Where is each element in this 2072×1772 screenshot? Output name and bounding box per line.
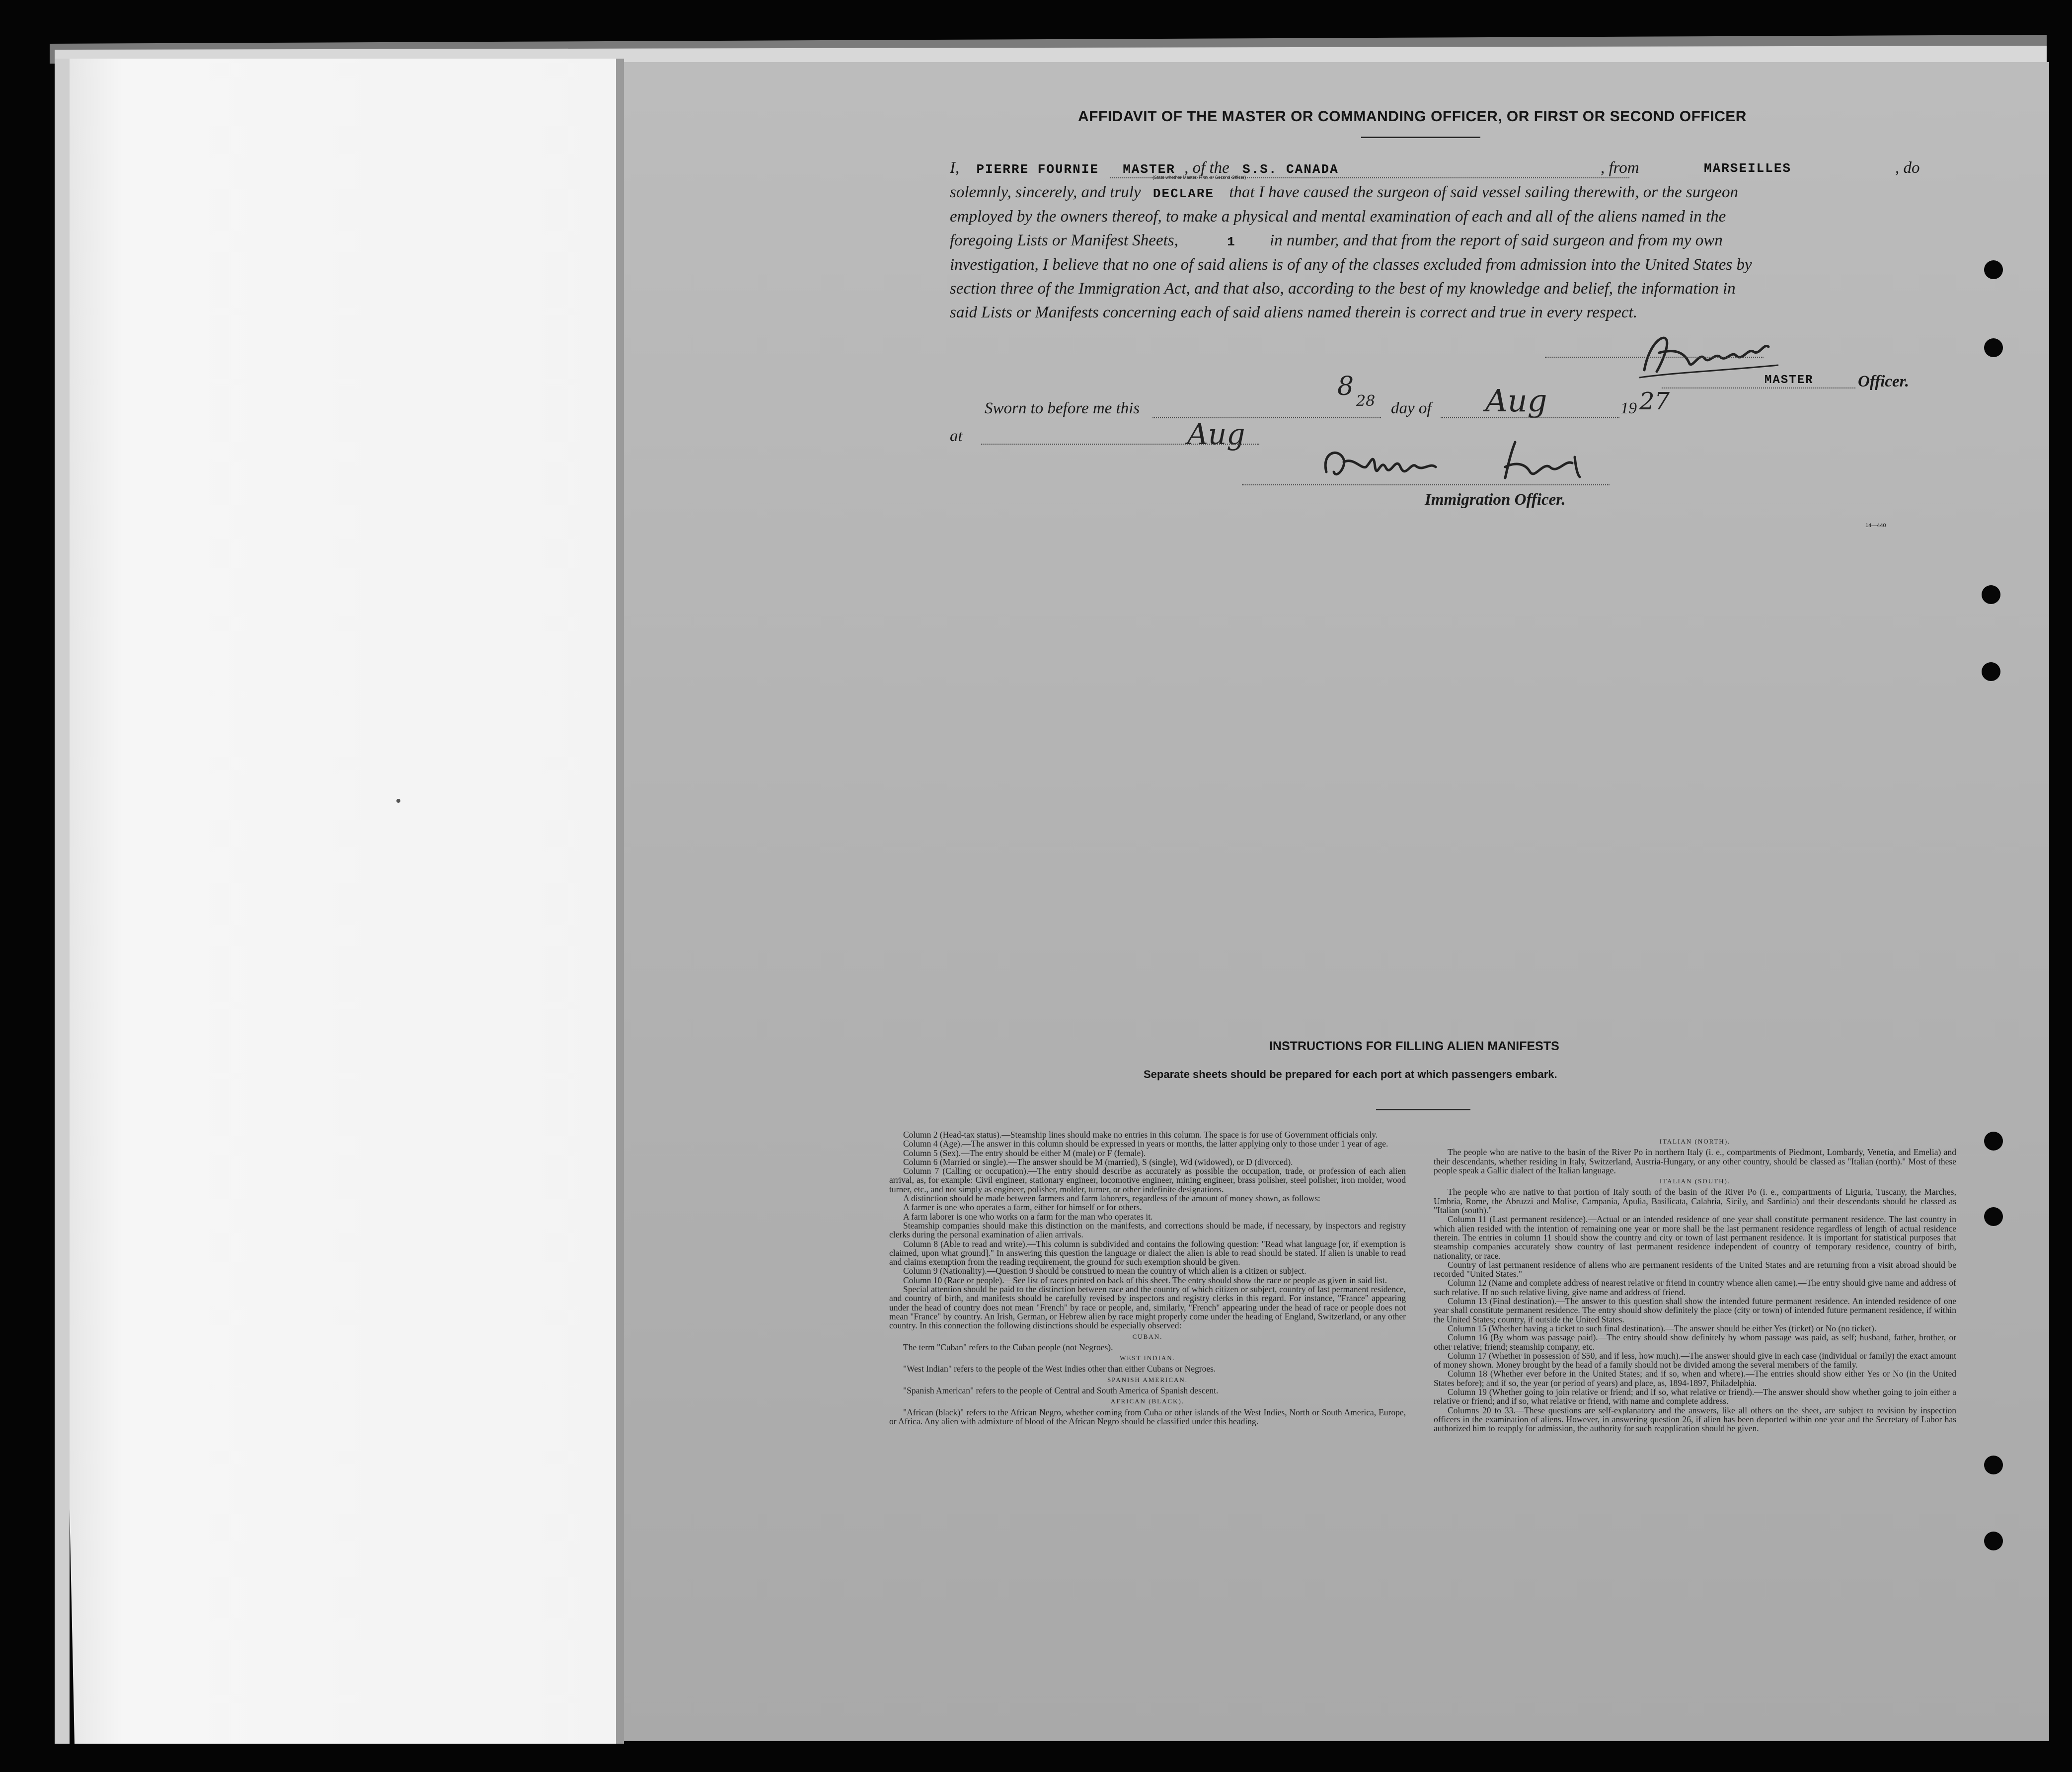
rank-note: (State whether Master, First, or Second Officer) xyxy=(1152,175,1246,180)
officer-rank-signature: MASTER xyxy=(1765,374,1814,387)
sworn-day: 28 xyxy=(1356,392,1376,410)
sworn-month: Aug xyxy=(1485,383,1547,419)
form-number: 14—440 xyxy=(1865,523,1886,529)
cuban-heading: CUBAN. xyxy=(1132,1332,1163,1340)
sworn-dots-2 xyxy=(1441,417,1619,418)
port-name: MARSEILLES xyxy=(1704,161,1792,176)
sworn-place: Aug xyxy=(1187,417,1245,451)
instr-right-8: Column 18 (Whether ever before in the United States; and if so, when and where).—The entries should show either Yes or No (in the United States before); and if so, the year (or period of years) and place, as, 1894-1897, Philadelphia. xyxy=(1434,1369,1956,1388)
cuban-text: The term "Cuban" refers to the Cuban people (not Negroes). xyxy=(903,1342,1113,1352)
instr-left-5: A distinction should be made between farmers and farm laborers, regardless of the amount of money shown, as follows: xyxy=(903,1193,1320,1204)
instr-left-10: Column 9 (Nationality).—Question 9 should be construed to mean the country of which alien is a citizen or subject. xyxy=(903,1266,1306,1276)
instr-left-12: Special attention should be paid to the distinction between race and the country of which citizen or subject, country of last permanent residence, and country of birth, and manifests should be carefully revised by inspectors and registry clerks in this regard. For instance, "France" appearing under the head of country does not mean "French" by race or people, and, similarly, "French" appearing under the head of race or people does not mean "France" by country. An Irish, German, or Hebrew alien by race might properly come under the heading of England, Switzerland, or any other country. In this connection the following distinctions should be especially observed: xyxy=(889,1284,1406,1331)
instr-right-5: Column 15 (Whether having a ticket to such final destination).—The answer should be either Yes (ticket) or No (no ticket). xyxy=(1448,1323,1877,1333)
day-of-label: day of xyxy=(1391,399,1432,417)
instructions-rule xyxy=(1376,1109,1470,1110)
affidavit-line-6: section three of the Immigration Act, and that also, according to the best of my knowledge and belief, the information in xyxy=(950,280,1736,298)
affidavit-line-5: investigation, I believe that no one of said aliens is of any of the classes excluded from admission into the United States by xyxy=(950,256,1752,274)
instr-left-2: Column 5 (Sex).—The entry should be either M (male) or F (female). xyxy=(903,1148,1146,1158)
affidavit-line-1 xyxy=(950,159,1339,177)
instr-left-4: Column 7 (Calling or occupation).—The entry should describe as accurately as possible the occupation, trade, or profession of each alien arrival, as, for example: Civil engineer, stationary engineer, locomotive engineer, mining engineer, brass polisher, steel polisher, iron molder, wood turner, etc., and not simply as engineer, polisher, molder, turner, or other indefinite designations. xyxy=(889,1166,1406,1194)
pronoun-i: I, xyxy=(950,159,960,177)
instr-left-11: Column 10 (Race or people).—See list of races printed on back of this sheet. The entry should show the race or people as given in said list. xyxy=(903,1275,1387,1285)
african-heading: AFRICAN (BLACK). xyxy=(1110,1397,1185,1405)
italian-north-heading: ITALIAN (NORTH). xyxy=(1659,1138,1731,1145)
at-label: at xyxy=(950,427,963,445)
instr-right-6: Column 16 (By whom was passage paid).—The entry should show definitely by whom passage was paid, as self; husband, father, brother, or other relative; friend; steamship company, etc. xyxy=(1434,1332,1956,1352)
african-text: "African (black)" refers to the African Negro, whether coming from Cuba or other islands of the West Indies, North or South America, Europe, or Africa. Any alien with admixture of blood of the African Negro should be classified under this heading. xyxy=(889,1407,1406,1426)
instr-right-2: Country of last permanent residence of aliens who are permanent residents of the United States and are returning from a visit abroad should be recorded "United States." xyxy=(1434,1259,1956,1279)
instr-right-4: Column 13 (Final destination).—The answer to this question shall show the intended future permanent residence. An intended residence of one year shall constitute permanent residence. The entry should show definitely the place (city or town) of intended future permanent residence, if within the United States; country, if outside the United States. xyxy=(1434,1296,1956,1324)
year-suffix: 27 xyxy=(1639,387,1670,415)
officer-rank-typed: MASTER xyxy=(1123,162,1175,177)
italian-south-heading: ITALIAN (SOUTH). xyxy=(1659,1177,1731,1185)
instructions-subtitle: Separate sheets should be prepared for each port at which passengers embark. xyxy=(1144,1068,1557,1080)
affidavit-line-2 xyxy=(950,183,1738,202)
instr-right-7: Column 17 (Whether in possession of $50, and if less, how much).—The answer should give in each case (individual or family) the exact amount of money shown. Money brought by the head of a family should not be divided among the several members of the family. xyxy=(1434,1350,1956,1370)
instr-right-3: Column 12 (Name and complete address of nearest relative or friend in country whence alien came).—The entry should give name and address of such relative. If no such relative living, give name and address of friend. xyxy=(1434,1278,1956,1297)
instr-right-9: Column 19 (Whether going to join relative or friend; and if so, what relative or friend).—The answer should show whether going to join either a relative or friend; and if so, what relative or friend, with name and complete address. xyxy=(1434,1387,1956,1406)
instructions-left-column xyxy=(889,1130,1406,1426)
officer-dots xyxy=(1662,387,1855,388)
spanish-american-text: "Spanish American" refers to the people of Central and South America of Spanish descent. xyxy=(903,1386,1219,1396)
sheet-count: 1 xyxy=(1227,234,1236,249)
signature-dots xyxy=(1545,357,1764,358)
spanish-american-heading: SPANISH AMERICAN. xyxy=(1107,1376,1188,1384)
instructions-right-column xyxy=(1434,1135,1956,1433)
italian-north-text: The people who are native to the basin of the River Po in northern Italy (i. e., compartments of Piedmont, Lombardy, Venetia, and Emelia) and their descendants, whether residing in Italy, Switzerland, Austria-Hungary, or any other country, should be classed as "Italian (north)." Most of these people speak a Gallic dialect of the Italian language. xyxy=(1434,1147,1956,1175)
immigration-officer-label: Immigration Officer. xyxy=(1425,491,1566,509)
at-dots xyxy=(981,444,1259,445)
instr-right-10: Columns 20 to 33.—These questions are self-explanatory and the answers, like all others on the sheet, are subject to revision by inspection officers in the examination of aliens. However, in answering question 26, if alien has been deported within one year and the Secretary of Labor has authorized him to reapply for admission, the authority for such reapplication should be given. xyxy=(1434,1405,1956,1434)
sworn-day-hand: 8 xyxy=(1337,372,1354,401)
sworn-label: Sworn to before me this xyxy=(985,399,1140,417)
do-label: , do xyxy=(1895,159,1920,177)
instr-right-1: Column 11 (Last permanent residence).—Actual or an intended residence of one year shall constitute permanent residence. The last country in which alien resided with the intention of remaining one year or more shall be the last permanent residence regardless of length of actual residence therein. The entries in column 11 should show the country and city or town of last permanent residence. It is important for statistical purposes that steamship companies accurately show country of last permanent residence independent of country of temporary residence, country of birth, nationality, or race. xyxy=(1434,1214,1956,1261)
instr-left-1: Column 4 (Age).—The answer in this column should be expressed in years or months, the latter applying only to those under 1 year of age. xyxy=(903,1139,1388,1149)
affidavit-line-7: said Lists or Manifests concerning each of said aliens named therein is correct and true in every respect. xyxy=(950,304,1637,321)
title-rule xyxy=(1361,137,1480,138)
declare-word: DECLARE xyxy=(1152,186,1215,201)
from-label: , from xyxy=(1601,159,1639,177)
west-indian-heading: WEST INDIAN. xyxy=(1120,1354,1175,1362)
instr-right-0: The people who are native to that portion of Italy south of the basin of the River Po (i. e., compartments of Liguria, Tuscany, the Marches, Umbria, Rome, the Abruzzi and Molise, Campania, Apulia, Basilicata, Calabria, Sicily, and Sardinia) and their descendants should be classed as "Italian (south)." xyxy=(1434,1187,1956,1216)
vessel-name: S.S. CANADA xyxy=(1242,162,1339,177)
affidavit-line-4 xyxy=(950,231,1723,250)
affidavit-line-3: employed by the owners thereof, to make a physical and mental examination of each and all of the aliens named in the xyxy=(950,208,1726,226)
manifest-sheets-text: foregoing Lists or Manifest Sheets, xyxy=(950,231,1178,249)
officer-name: PIERRE FOURNIE xyxy=(976,162,1099,177)
immigration-officer-signature xyxy=(1316,432,1674,487)
instr-left-7: A farm laborer is one who works on a farm for the man who operates it. xyxy=(903,1211,1153,1222)
surgeon-text: that I have caused the surgeon of said vessel sailing therewith, or the surgeon xyxy=(1229,183,1739,201)
west-indian-text: "West Indian" refers to the people of the West Indies other than either Cubans or Negroes. xyxy=(903,1364,1216,1374)
solemnly-text: solemnly, sincerely, and truly xyxy=(950,183,1141,201)
affidavit-title: AFFIDAVIT OF THE MASTER OR COMMANDING OFFICER, OR FIRST OR SECOND OFFICER xyxy=(1078,108,1747,125)
immigration-dots xyxy=(1242,484,1610,485)
instr-left-8: Steamship companies should make this distinction on the manifests, and corrections should be made, if necessary, by inspectors and registry clerks during the personal examination of alien arrivals. xyxy=(889,1220,1406,1240)
instr-left-3: Column 6 (Married or single).—The answer should be M (married), S (single), Wd (widowed), or D (divorced). xyxy=(903,1156,1293,1167)
year-prefix: 19 xyxy=(1620,399,1637,417)
instr-left-6: A farmer is one who operates a farm, either for himself or for others. xyxy=(903,1202,1142,1213)
instructions-title: INSTRUCTIONS FOR FILLING ALIEN MANIFESTS xyxy=(1269,1039,1559,1053)
officer-label: Officer. xyxy=(1858,373,1909,390)
of-the-label: , of the xyxy=(1184,159,1229,177)
sworn-dots-1 xyxy=(1152,417,1381,418)
in-number-text: in number, and that from the report of said surgeon and from my own xyxy=(1269,231,1723,249)
instr-left-0: Column 2 (Head-tax status).—Steamship lines should make no entries in this column. The space is for use of Government officials only. xyxy=(903,1130,1378,1140)
instr-left-9: Column 8 (Able to read and write).—This column is subdivided and contains the following question: "Read what language [or, if exemption is claimed, upon what ground]." In answering this question the language or dialect the alien is able to read should be stated. If alien is unable to read and claims exemption from the reading requirement, the ground for such exemption should be given. xyxy=(889,1238,1406,1267)
